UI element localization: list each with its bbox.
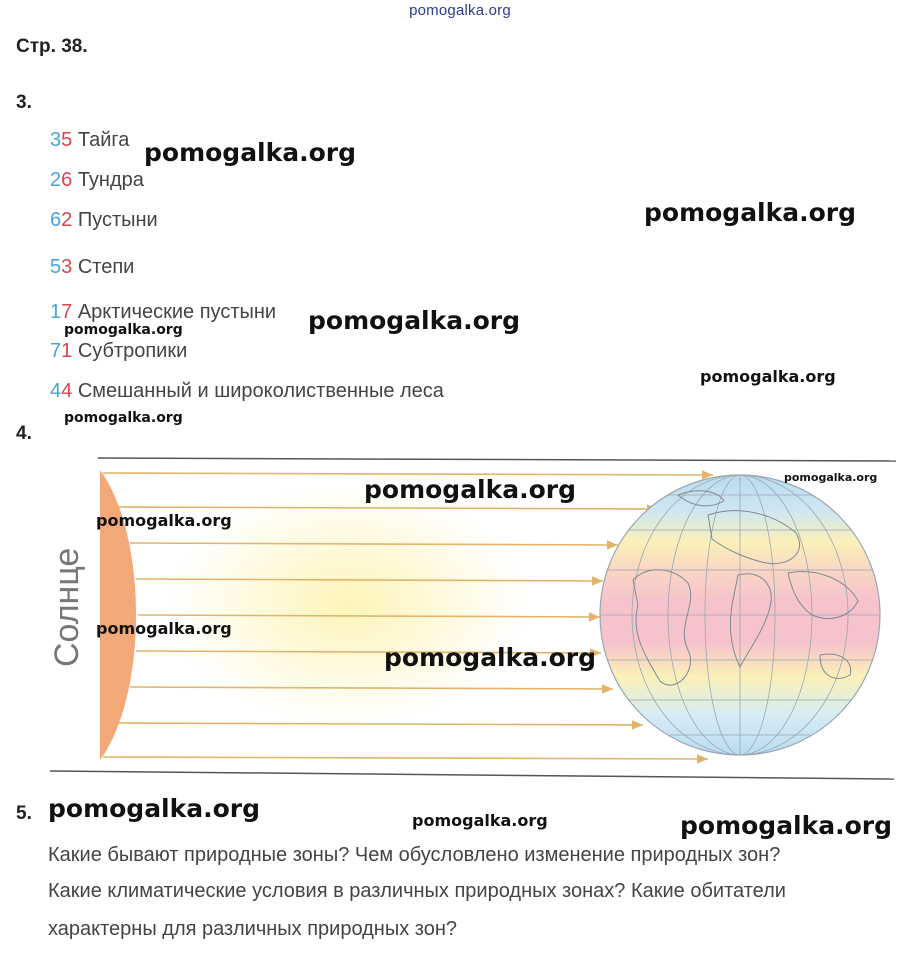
watermark: pomogalka.org xyxy=(784,471,878,484)
task3-number: 3. xyxy=(16,92,32,113)
watermark: pomogalka.org xyxy=(48,794,261,823)
task4-number: 4. xyxy=(16,423,32,444)
watermark: pomogalka.org xyxy=(364,475,577,504)
page-label: Стр. 38. xyxy=(16,36,88,57)
watermark: pomogalka.org xyxy=(144,138,357,167)
digit-red: 4 xyxy=(61,380,73,402)
zone-label: Тундра xyxy=(77,169,144,191)
frame-bottom-line xyxy=(50,771,894,779)
zone-label: Пустыни xyxy=(77,209,158,231)
digit-blue: 3 xyxy=(50,129,62,151)
task5-line: характерны для различных природных зон? xyxy=(48,918,458,940)
digit-blue: 5 xyxy=(50,256,62,278)
digit-red: 2 xyxy=(61,209,73,231)
digit-red: 5 xyxy=(61,129,73,151)
task5-line: Какие бывают природные зоны? Чем обусловлено изменение природных зон? xyxy=(48,844,781,866)
task5-number: 5. xyxy=(16,803,32,824)
watermark: pomogalka.org xyxy=(644,198,857,227)
list-item xyxy=(50,169,144,192)
zone-label: Арктические пустыни xyxy=(77,301,277,323)
task5-line: Какие климатические условия в различных природных зонах? Какие обитатели xyxy=(48,880,786,902)
watermark: pomogalka.org xyxy=(64,322,183,338)
watermark: pomogalka.org xyxy=(384,643,597,672)
sun-label: Солнце xyxy=(48,547,86,667)
watermark: pomogalka.org xyxy=(700,367,836,386)
list-item xyxy=(50,380,444,403)
zone-label: Смешанный и широколиственные леса xyxy=(77,380,444,402)
zone-label: Степи xyxy=(77,256,135,278)
digit-blue: 1 xyxy=(50,301,62,323)
digit-red: 7 xyxy=(61,301,73,323)
frame-top-line xyxy=(98,458,896,461)
list-item xyxy=(50,129,129,152)
digit-red: 3 xyxy=(61,256,73,278)
digit-red: 6 xyxy=(61,169,73,191)
list-item xyxy=(50,256,134,279)
list-item xyxy=(50,340,187,363)
watermark: pomogalka.org xyxy=(96,511,232,530)
zone-label: Субтропики xyxy=(77,340,188,362)
digit-blue: 2 xyxy=(50,169,62,191)
digit-blue: 7 xyxy=(50,340,62,362)
list-item xyxy=(50,209,158,232)
watermark: pomogalka.org xyxy=(96,619,232,638)
watermark: pomogalka.org xyxy=(412,811,548,830)
watermark: pomogalka.org xyxy=(308,306,521,335)
digit-blue: 6 xyxy=(50,209,62,231)
digit-blue: 4 xyxy=(50,380,62,402)
header-watermark: pomogalka.org xyxy=(409,2,511,19)
list-item xyxy=(50,301,276,324)
watermark: pomogalka.org xyxy=(64,410,183,426)
digit-red: 1 xyxy=(61,340,73,362)
watermark: pomogalka.org xyxy=(680,811,893,840)
zone-label: Тайга xyxy=(77,129,130,151)
